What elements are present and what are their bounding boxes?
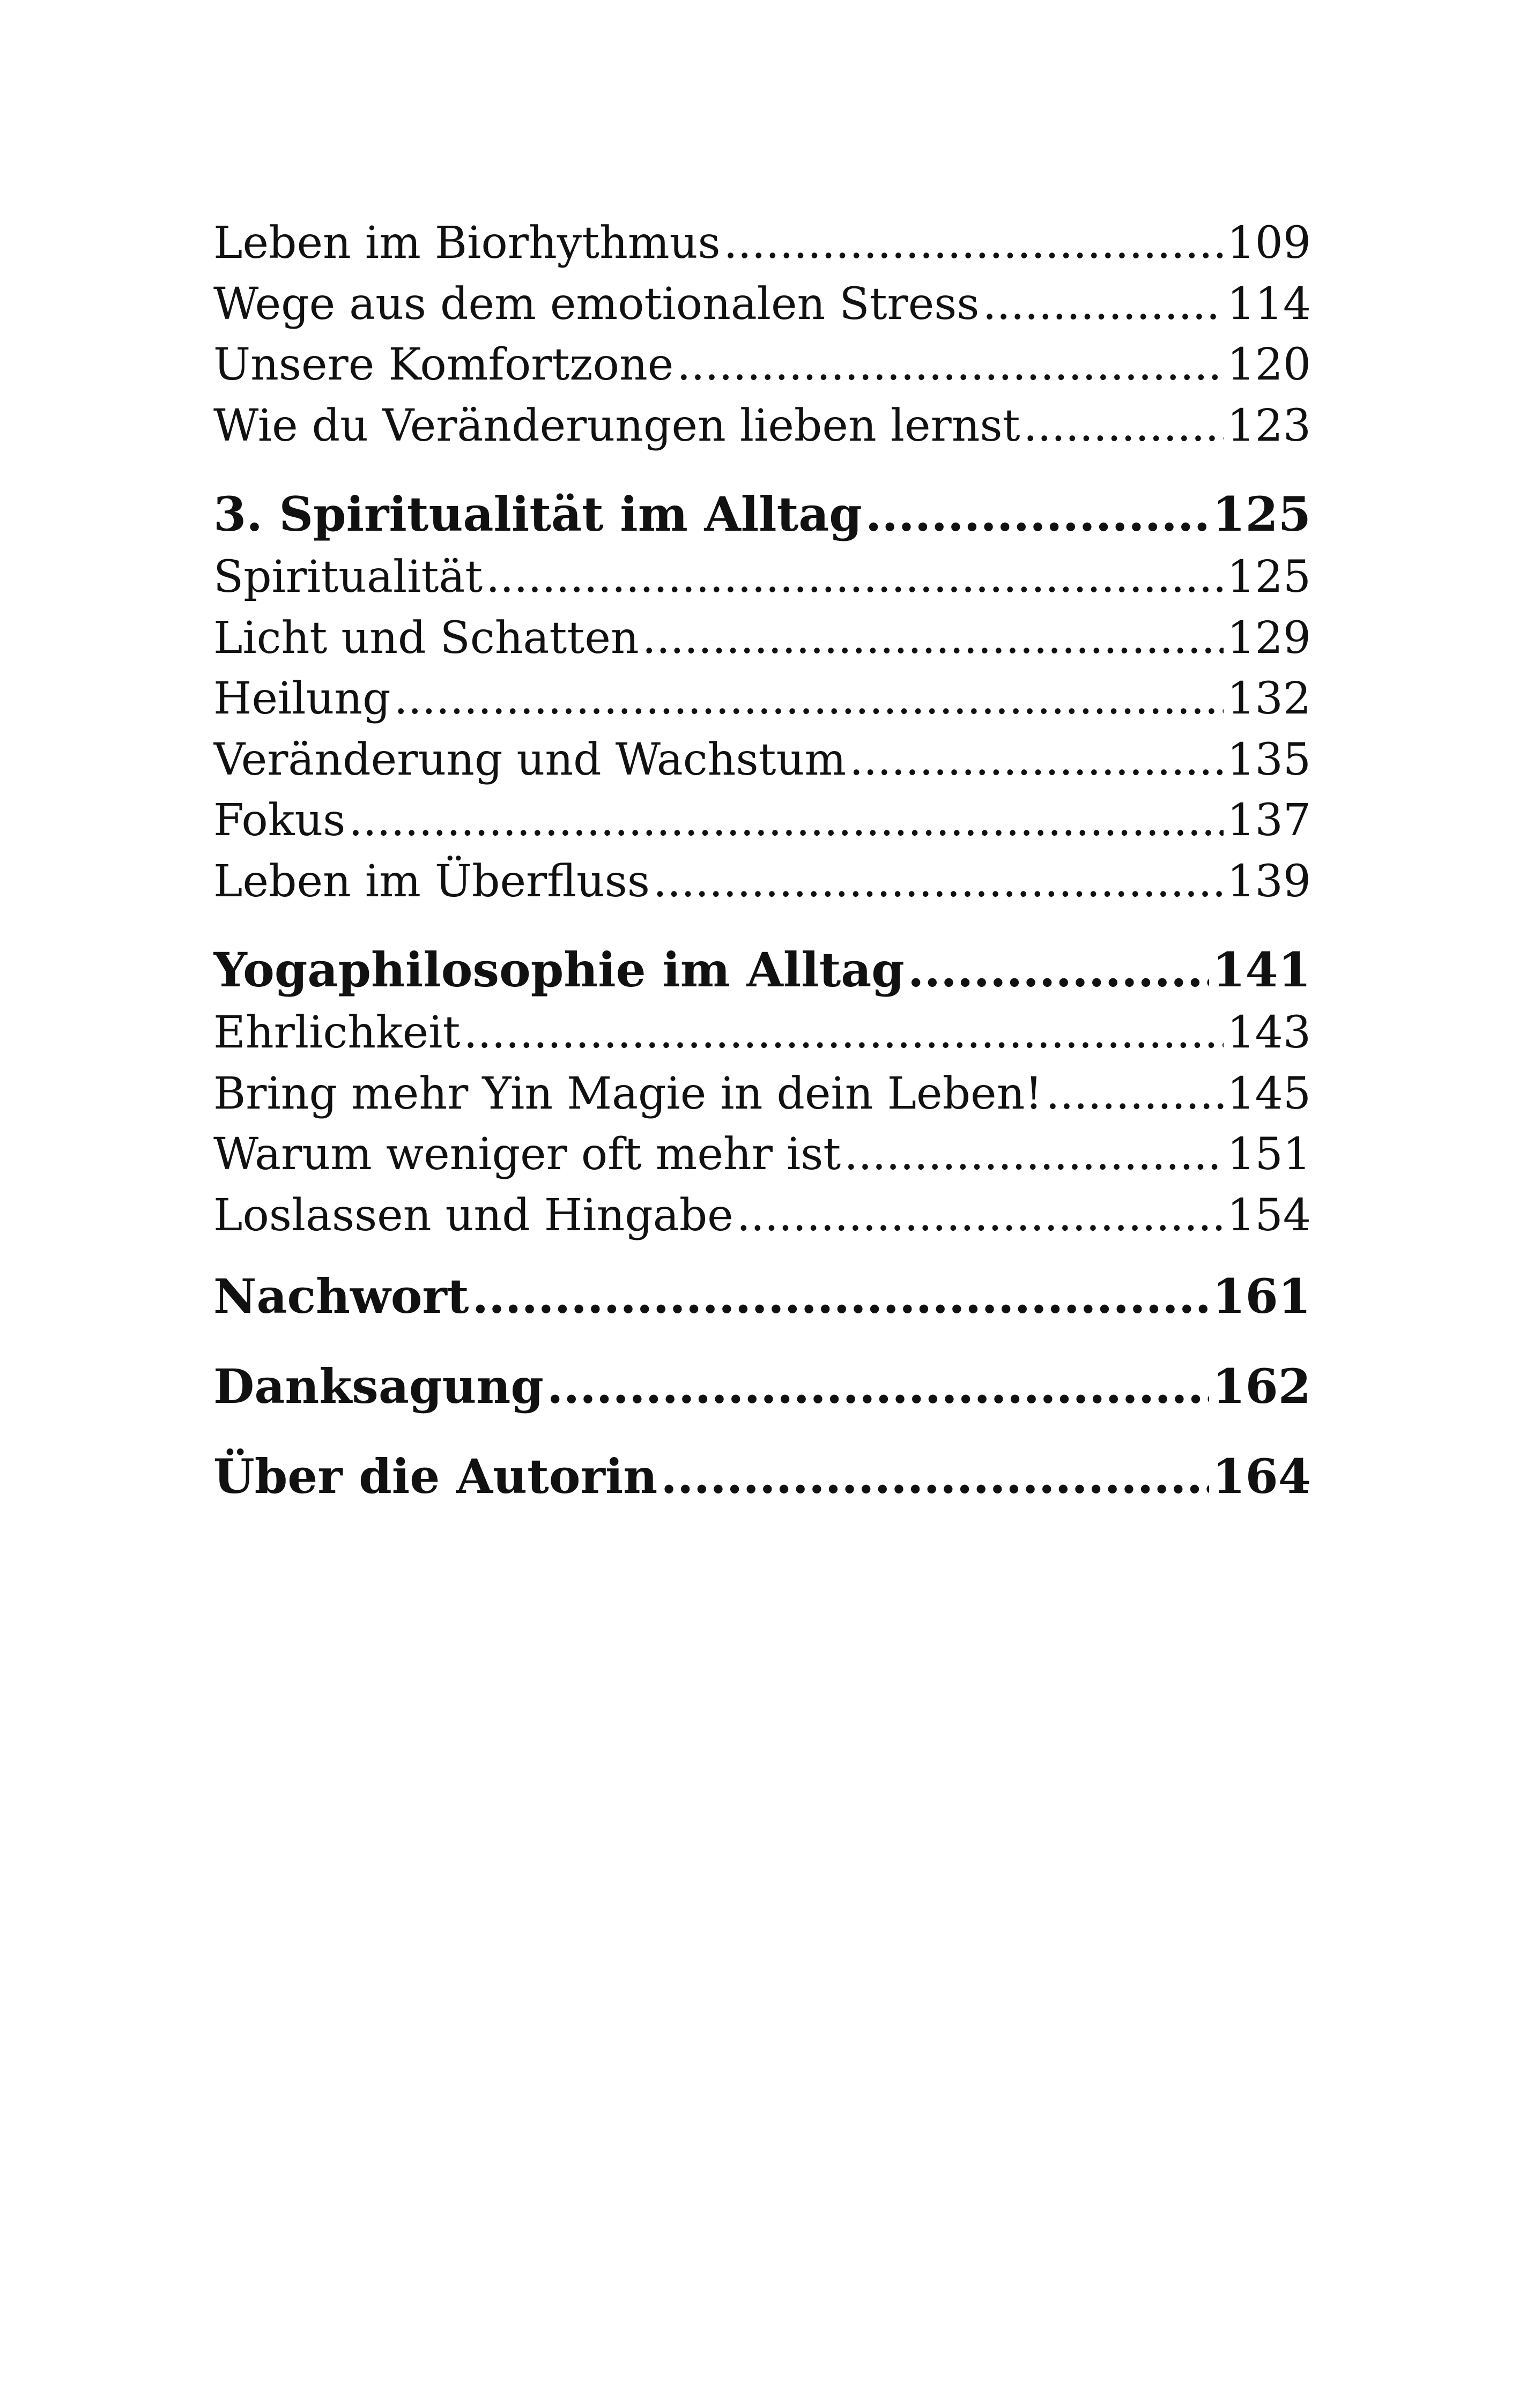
toc-entry-title: Unsere Komfortzone <box>213 339 674 390</box>
toc-entry <box>213 851 1311 912</box>
toc-dot-leader <box>642 608 1224 669</box>
toc-dot-leader <box>653 851 1224 912</box>
toc-intro-entries <box>213 213 1311 456</box>
toc-entry-title: Loslassen und Hingabe <box>213 1190 733 1241</box>
toc-heading-title: Yogaphilosophie im Alltag <box>213 942 905 998</box>
toc-heading-title: 3. Spiritualität im Alltag <box>213 486 862 542</box>
toc-dot-leader <box>724 213 1224 274</box>
toc-heading-title: Über die Autorin <box>213 1448 658 1504</box>
toc-entry-page: 132 <box>1227 673 1311 724</box>
toc-entry-title: Ehrlichkeit <box>213 1007 461 1058</box>
toc-dot-leader <box>844 1124 1224 1185</box>
toc-heading-page: 125 <box>1212 486 1311 542</box>
toc-entry <box>213 274 1311 335</box>
toc-entry-title: Leben im Überfluss <box>213 856 650 907</box>
toc-dot-leader <box>677 335 1224 396</box>
toc-heading-page: 141 <box>1212 942 1311 998</box>
toc-entry-page: 145 <box>1227 1068 1311 1119</box>
toc-entry-page: 129 <box>1227 612 1311 664</box>
toc-entry <box>213 790 1311 851</box>
toc-heading-page: 161 <box>1212 1268 1311 1324</box>
toc-entry-page: 114 <box>1227 278 1311 330</box>
toc-entry-title: Warum weniger oft mehr ist <box>213 1129 841 1180</box>
toc-chapter-heading <box>213 1431 1311 1521</box>
toc-entry <box>213 547 1311 608</box>
toc-section-yogaphilosophie <box>213 938 1311 1246</box>
toc-entry <box>213 1185 1311 1246</box>
toc-entry-title: Licht und Schatten <box>213 612 639 664</box>
toc-entry-title: Veränderung und Wachstum <box>213 734 847 785</box>
toc-dot-leader <box>865 482 1210 547</box>
toc-dot-leader <box>982 274 1224 335</box>
toc-dot-leader <box>1024 396 1224 457</box>
toc-entry <box>213 396 1311 457</box>
toc-dot-leader <box>1046 1064 1224 1125</box>
toc-chapter-heading <box>213 482 1311 547</box>
toc-entry-page: 125 <box>1227 552 1311 603</box>
toc-entry-page: 109 <box>1227 218 1311 269</box>
toc-entry-title: Wege aus dem emotionalen Stress <box>213 278 980 330</box>
toc-entry <box>213 668 1311 730</box>
toc-entry-title: Heilung <box>213 673 391 724</box>
toc-dot-leader <box>394 668 1224 730</box>
toc-entry-page: 154 <box>1227 1190 1311 1241</box>
toc-heading-title: Danksagung <box>213 1358 544 1414</box>
toc-entry-page: 135 <box>1227 734 1311 785</box>
toc-closing-headings <box>213 1251 1311 1521</box>
toc-dot-leader <box>547 1341 1209 1431</box>
toc-entry <box>213 335 1311 396</box>
toc-dot-leader <box>661 1431 1209 1521</box>
toc-dot-leader <box>486 547 1224 608</box>
table-of-contents <box>213 213 1311 1521</box>
toc-dot-leader <box>463 1002 1224 1064</box>
toc-entry <box>213 730 1311 791</box>
toc-entry-page: 139 <box>1227 856 1311 907</box>
toc-dot-leader <box>849 730 1224 791</box>
toc-section-spiritualitaet <box>213 482 1311 912</box>
toc-entry-title: Leben im Biorhythmus <box>213 218 721 269</box>
toc-entry-title: Fokus <box>213 795 346 846</box>
toc-entry-page: 123 <box>1227 400 1311 451</box>
toc-chapter-heading <box>213 1251 1311 1341</box>
toc-chapter-heading <box>213 938 1311 1002</box>
toc-entry-title: Bring mehr Yin Magie in dein Leben! <box>213 1068 1043 1119</box>
toc-entry <box>213 608 1311 669</box>
toc-heading-title: Nachwort <box>213 1268 469 1324</box>
toc-entry-page: 151 <box>1227 1129 1311 1180</box>
toc-entry-page: 137 <box>1227 795 1311 846</box>
toc-entry-page: 143 <box>1227 1007 1311 1058</box>
toc-entry <box>213 213 1311 274</box>
toc-entry-title: Spiritualität <box>213 552 483 603</box>
toc-dot-leader <box>349 790 1224 851</box>
toc-chapter-heading <box>213 1341 1311 1431</box>
toc-entry <box>213 1002 1311 1064</box>
toc-heading-page: 162 <box>1212 1358 1311 1414</box>
toc-entry <box>213 1124 1311 1185</box>
toc-heading-page: 164 <box>1212 1448 1311 1504</box>
toc-entry-page: 120 <box>1227 339 1311 390</box>
toc-entry <box>213 1064 1311 1125</box>
toc-dot-leader <box>737 1185 1224 1246</box>
toc-entry-title: Wie du Veränderungen lieben lernst <box>213 400 1020 451</box>
toc-dot-leader <box>908 938 1209 1002</box>
toc-dot-leader <box>472 1251 1209 1341</box>
